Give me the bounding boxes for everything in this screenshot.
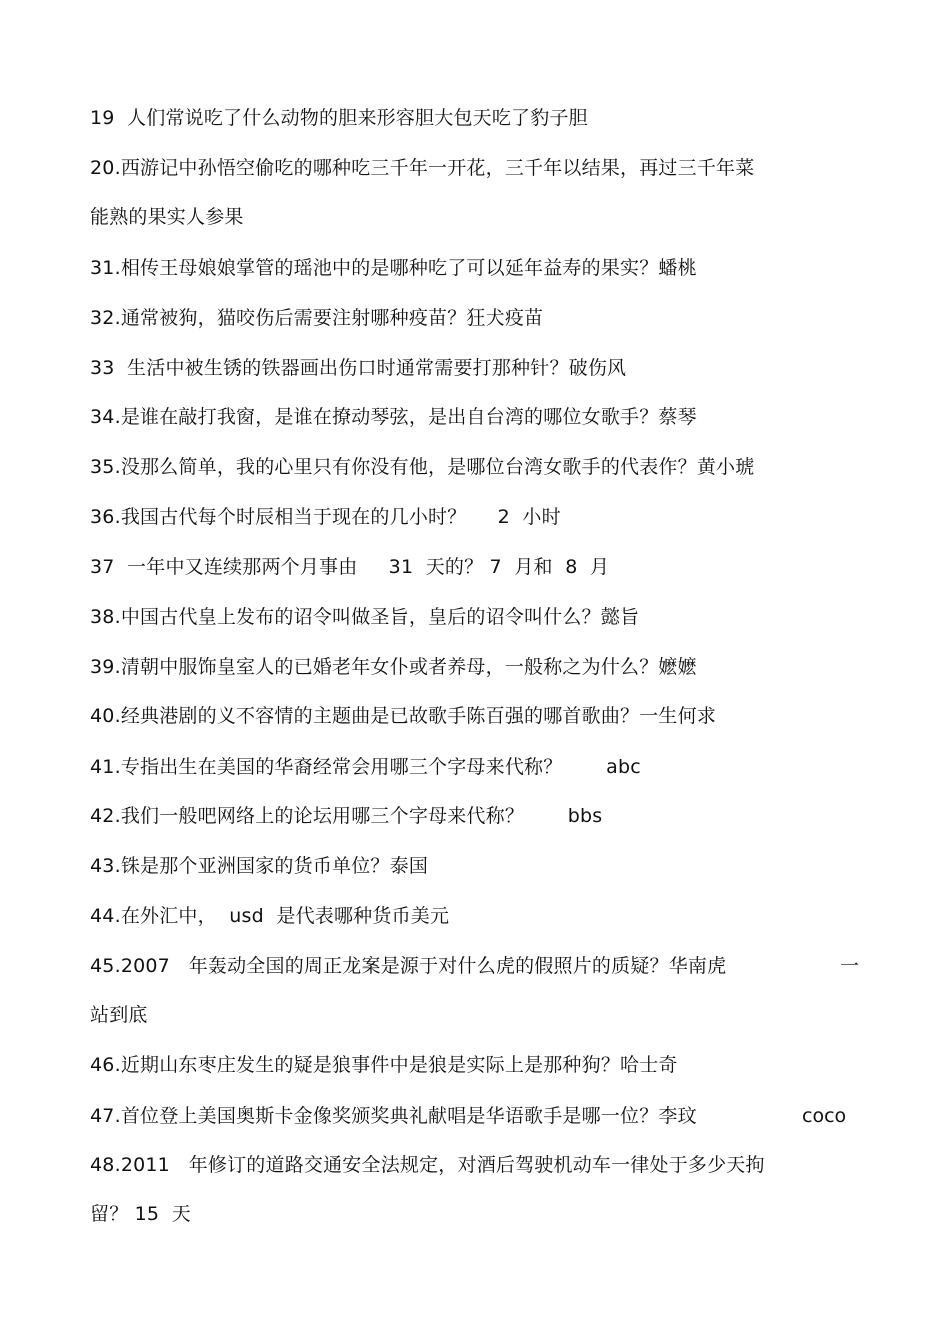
text-line-47-tail: coco (802, 1105, 847, 1127)
text-line-47: 47.首位登上美国奥斯卡金像奖颁奖典礼献唱是华语歌手是哪一位？李玟 (90, 1105, 697, 1127)
text-line-40: 40.经典港剧的义不容情的主题曲是已故歌手陈百强的哪首歌曲？一生何求 (90, 705, 717, 727)
text-line-48-cont: 留？ 15 天 (90, 1203, 191, 1225)
text-line-36: 36.我国古代每个时辰相当于现在的几小时？ 2 小时 (90, 506, 561, 528)
text-line-41: 41.专指出生在美国的华裔经常会用哪三个字母来代称？ abc (90, 756, 641, 778)
text-line-34: 34.是谁在敲打我窗，是谁在撩动琴弦，是出自台湾的哪位女歌手？蔡琴 (90, 406, 697, 428)
text-line-20-cont: 能熟的果实人参果 (90, 206, 244, 228)
text-line-37: 37 一年中又连续那两个月事由 31 天的？ 7 月和 8 月 (90, 556, 610, 578)
text-line-44: 44.在外汇中， usd 是代表哪种货币美元 (90, 905, 450, 927)
text-line-31: 31.相传王母娘娘掌管的瑶池中的是哪种吃了可以延年益寿的果实？蟠桃 (90, 257, 697, 279)
text-line-20: 20.西游记中孙悟空偷吃的哪种吃三千年一开花，三千年以结果，再过三千年菜 (90, 157, 755, 179)
text-line-32: 32.通常被狗，猫咬伤后需要注射哪种疫苗？狂犬疫苗 (90, 307, 544, 329)
text-line-33: 33 生活中被生锈的铁器画出伤口时通常需要打那种针？破伤风 (90, 357, 627, 379)
text-line-35: 35.没那么简单，我的心里只有你没有他，是哪位台湾女歌手的代表作？黄小琥 (90, 456, 755, 478)
text-line-45-tail: 一 (840, 955, 860, 977)
text-line-19: 19 人们常说吃了什么动物的胆来形容胆大包天吃了豹子胆 (90, 107, 588, 129)
text-line-42: 42.我们一般吧网络上的论坛用哪三个字母来代称？ bbs (90, 805, 603, 827)
text-line-45: 45.2007 年轰动全国的周正龙案是源于对什么虎的假照片的质疑？华南虎 (90, 955, 727, 977)
text-line-46: 46.近期山东枣庄发生的疑是狼事件中是狼是实际上是那种狗？哈士奇 (90, 1054, 678, 1076)
text-line-48: 48.2011 年修订的道路交通安全法规定，对酒后驾驶机动车一律处于多少天拘 (90, 1154, 765, 1176)
text-line-43: 43.铢是那个亚洲国家的货币单位？泰国 (90, 855, 429, 877)
text-line-38: 38.中国古代皇上发布的诏令叫做圣旨，皇后的诏令叫什么？懿旨 (90, 606, 640, 628)
text-line-45-cont: 站到底 (90, 1004, 148, 1026)
text-line-39: 39.清朝中服饰皇室人的已婚老年女仆或者养母，一般称之为什么？嬷嬷 (90, 656, 697, 678)
